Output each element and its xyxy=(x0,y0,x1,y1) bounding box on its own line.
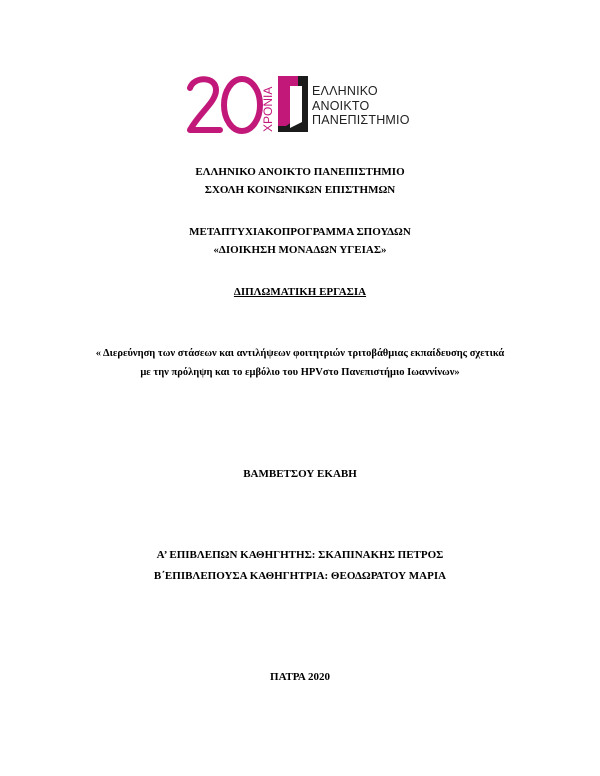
logo-digit-two xyxy=(190,79,220,130)
logo-white-fold xyxy=(290,86,302,128)
program-title: ΜΕΤΑΠΤΥΧΙΑΚΟΠΡΟΓΡΑΜΜΑ ΣΠΟΥΔΩΝ xyxy=(189,226,411,238)
place-year: ΠΑΤΡΑ 2020 xyxy=(270,671,330,683)
logo-name-line3: ΠΑΝΕΠΙΣΤΗΜΙΟ xyxy=(312,113,410,127)
thesis-title-line2: με την πρόληψη και το εμβόλιο του HPVστο Πανεπιστήμιο Ιωαννίνων» xyxy=(140,367,460,378)
supervisor-b: Β΄ΕΠΙΒΛΕΠΟΥΣΑ ΚΑΘΗΓΗΤΡΙΑ: ΘΕΟΔΩΡΑΤΟΥ ΜΑΡΙΑ xyxy=(153,570,447,582)
program-name: «ΔΙΟΙΚΗΣΗ ΜΟΝΑΔΩΝ ΥΓΕΙΑΣ» xyxy=(213,244,387,256)
school-name: ΣΧΟΛΗ ΚΟΙΝΩΝΙΚΩΝ ΕΠΙΣΤΗΜΩΝ xyxy=(204,184,396,196)
university-name: ΕΛΛΗΝΙΚΟ ΑΝΟΙΚΤΟ ΠΑΝΕΠΙΣΤΗΜΙΟ xyxy=(195,166,405,178)
logo-years-text: ΧΡΟΝΙΑ xyxy=(261,86,275,132)
supervisor-a: Α’ ΕΠΙΒΛΕΠΩΝ ΚΑΘΗΓΗΤΗΣ: ΣΚΑΠΙΝΑΚΗΣ ΠΕΤΡΟΣ xyxy=(156,549,444,561)
logo-wordmark xyxy=(312,84,410,128)
thesis-type: ΔΙΠΛΩΜΑΤΙΚΗ ΕΡΓΑΣΙΑ xyxy=(233,286,367,298)
logo-name-line1: ΕΛΛΗΝΙΚΟ xyxy=(312,84,378,98)
thesis-title-line1: « Διερεύνηση των στάσεων και αντιλήψεων φοιτητριών τριτοβάθμιας εκπαίδευσης σχετικά xyxy=(95,348,505,359)
university-logo xyxy=(186,72,426,138)
logo-digit-zero xyxy=(224,79,260,131)
author-name: ΒΑΜΒΕΤΣΟΥ ΕΚΑΒΗ xyxy=(243,468,357,480)
logo-name-line2: ΑΝΟΙΚΤΟ xyxy=(312,98,370,113)
